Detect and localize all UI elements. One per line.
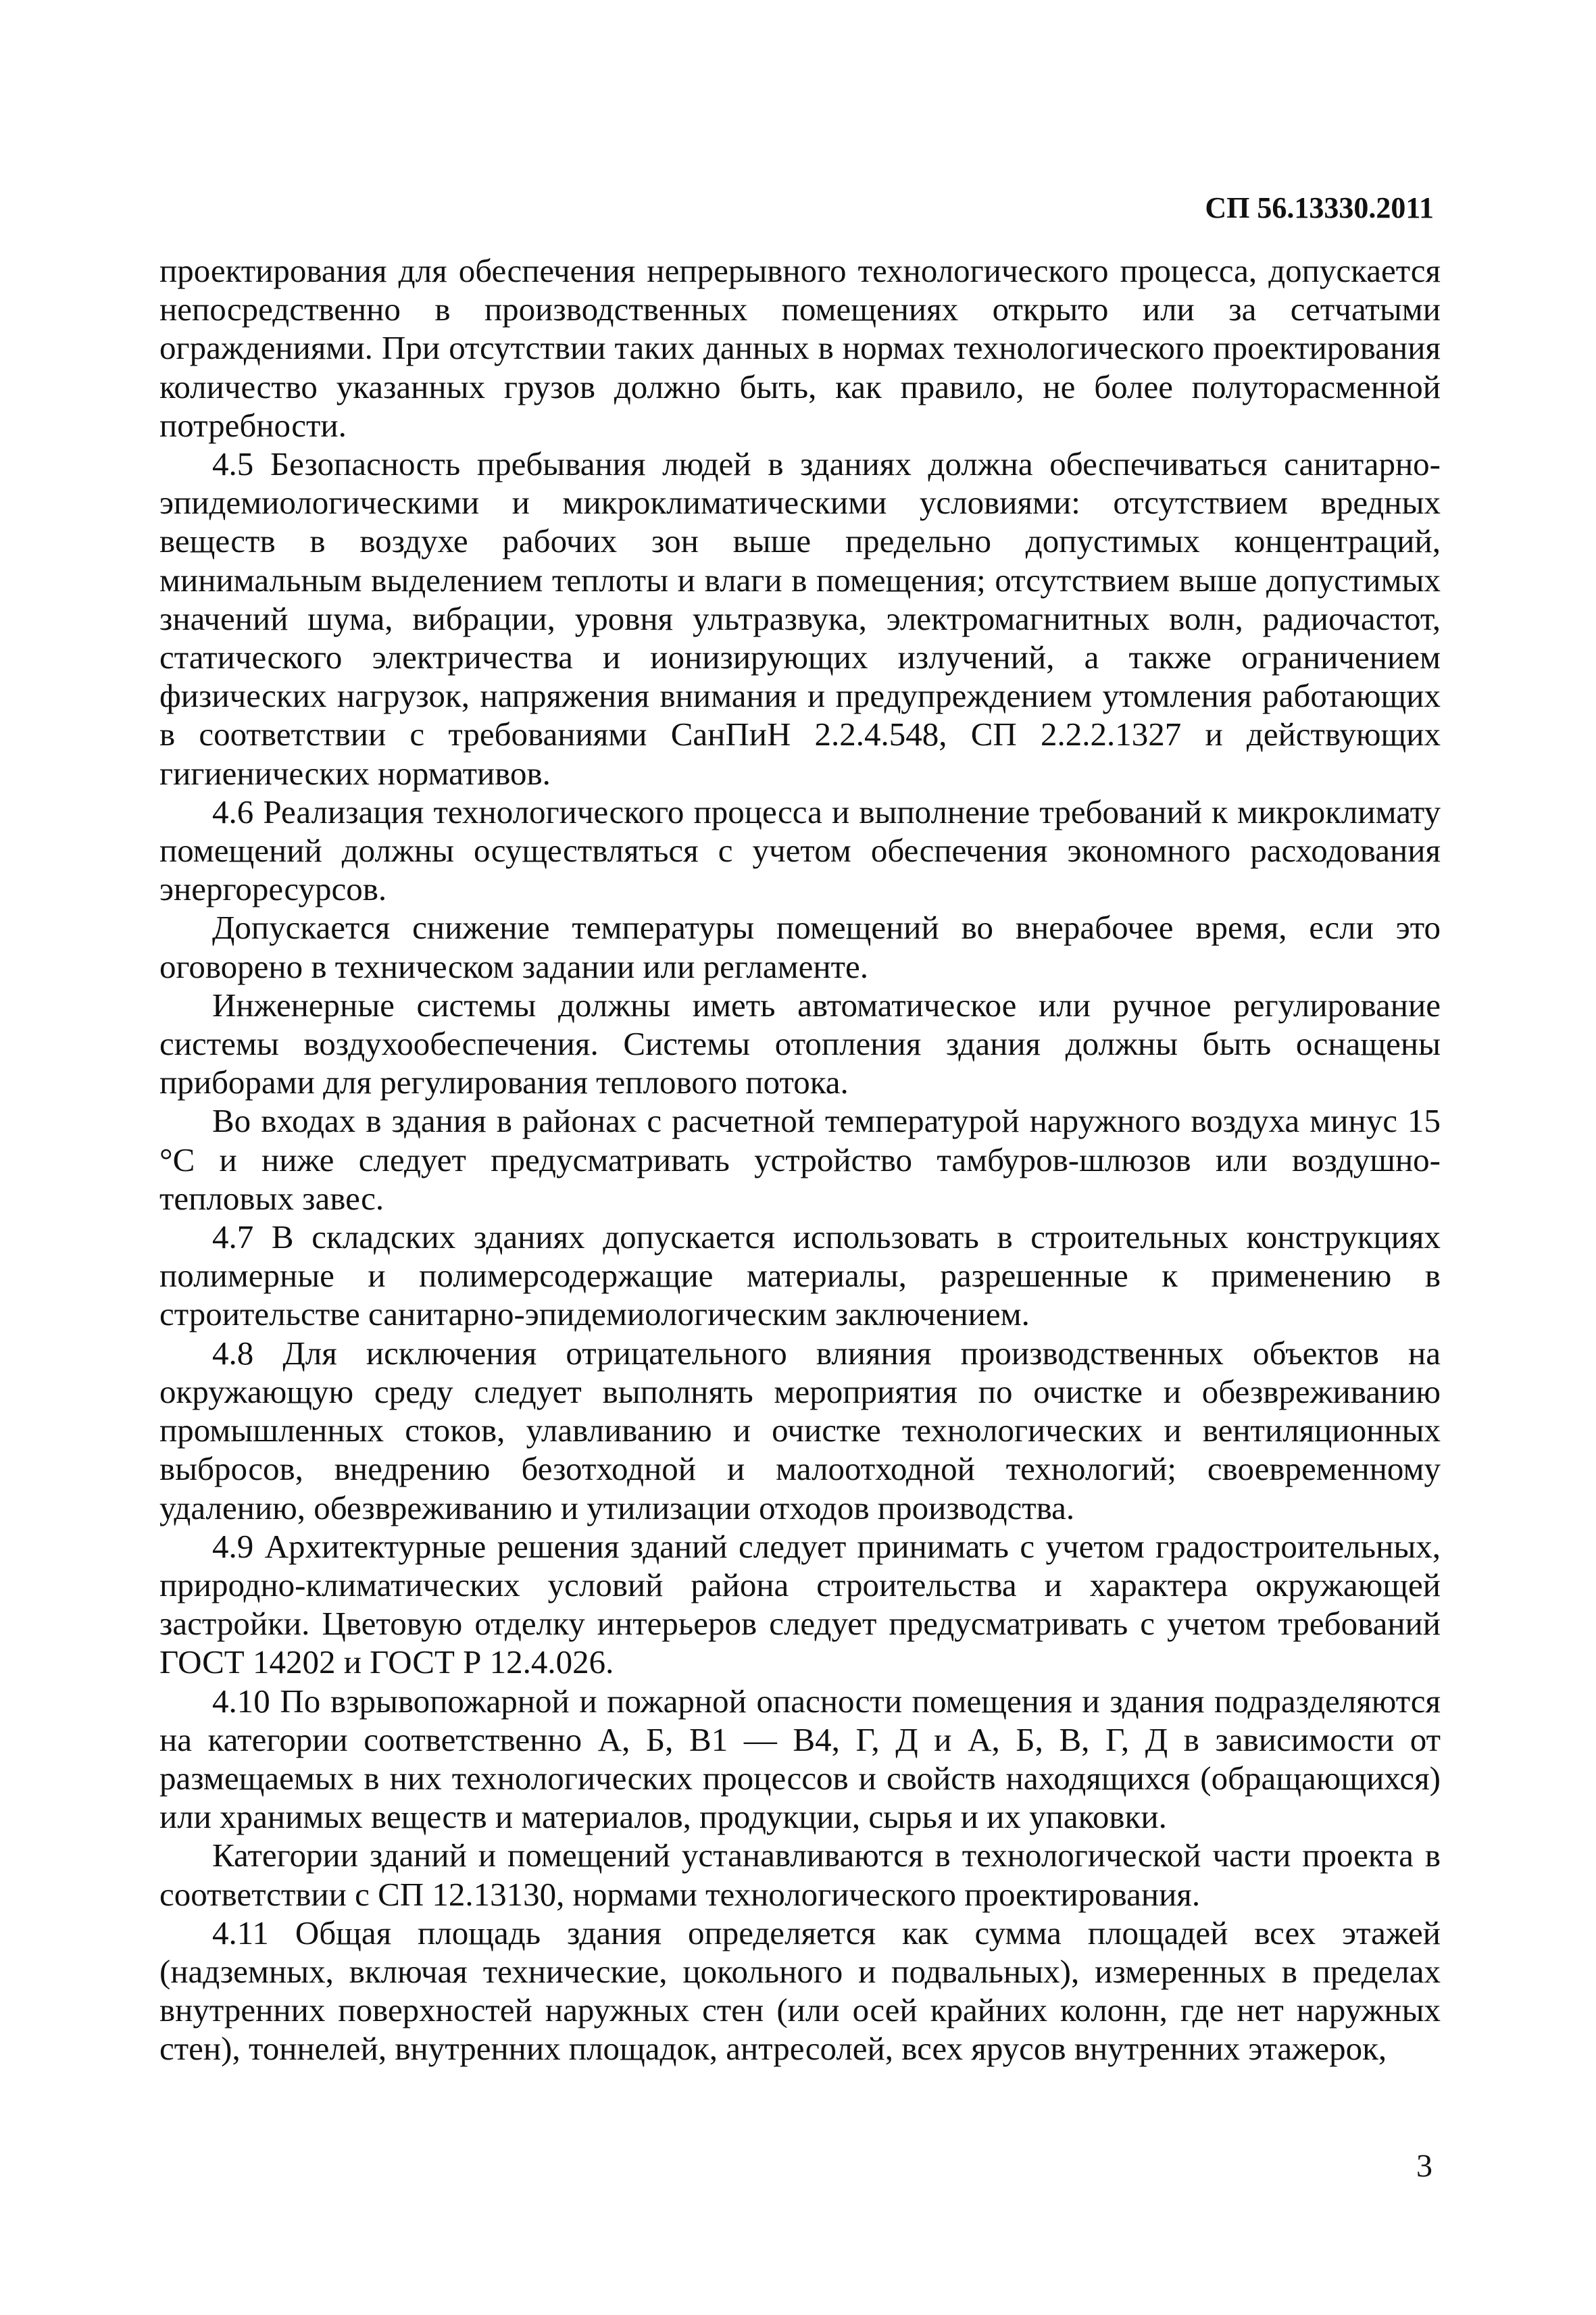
paragraph-4-11: 4.11 Общая площадь здания определяется как сумма площадей всех этажей (надземных, включая технические, цокольного и подвальных), измеренных в пределах внутренних поверхностей наружных стен (или осей крайних колонн, где нет наружных стен), тоннелей, внутренних площадок, антресолей, всех ярусов внутренних этажерок, xyxy=(159,1914,1441,2068)
paragraph-engineering-systems: Инженерные системы должны иметь автоматическое или ручное регулирование системы воздухообеспечения. Системы отопления здания должны быть оснащены приборами для регулирования теплового потока. xyxy=(159,986,1441,1101)
paragraph-4-5: 4.5 Безопасность пребывания людей в зданиях должна обеспечиваться санитарно-эпидемиологическими и микроклиматическими условиями: отсутствием вредных веществ в воздухе рабочих зон выше предельно допустимых концентраций, минимальным выделением теплоты и влаги в помещения; отсутствием выше допустимых значений шума, вибрации, уровня ультразвука, электромагнитных волн, радиочастот, статического электричества и ионизирующих излучений, а также ограничением физических нагрузок, напряжения внимания и предупреждением утомления работающих в соответствии с требованиями СанПиН 2.2.4.548, СП 2.2.2.1327 и действующих гигиенических нормативов. xyxy=(159,445,1441,792)
document-code: СП 56.13330.2011 xyxy=(1205,191,1434,224)
paragraph-entrances: Во входах в здания в районах с расчетной температурой наружного воздуха минус 15 °С и ниже следует предусматривать устройство тамбуров-шлюзов или воздушно-тепловых завес. xyxy=(159,1102,1441,1217)
page-number: 3 xyxy=(1416,2148,1432,2184)
paragraph-4-9: 4.9 Архитектурные решения зданий следует принимать с учетом градостроительных, природно-климатических условий района строительства и характера окружающей застройки. Цветовую отделку интерьеров следует предусматривать с учетом требований ГОСТ 14202 и ГОСТ Р 12.4.026. xyxy=(159,1527,1441,1681)
paragraph-4-6: 4.6 Реализация технологического процесса и выполнение требований к микроклимату помещений должны осуществляться с учетом обеспечения экономного расходования энергоресурсов. xyxy=(159,793,1441,908)
paragraph-continuation: проектирования для обеспечения непрерывного технологического процесса, допускается непосредственно в производственных помещениях открыто или за сетчатыми ограждениями. При отсутствии таких данных в нормах технологического проектирования количество указанных грузов должно быть, как правило, не более полуторасменной потребности. xyxy=(159,252,1441,444)
document-body xyxy=(159,251,1441,2068)
paragraph-temperature-reduction: Допускается снижение температуры помещений во внерабочее время, если это оговорено в техническом задании или регламенте. xyxy=(159,909,1441,985)
paragraph-4-10: 4.10 По взрывопожарной и пожарной опасности помещения и здания подразделяются на категории соответственно А, Б, В1 — В4, Г, Д и А, Б, В, Г, Д в зависимости от размещаемых в них технологических процессов и свойств находящихся (обращающихся) или хранимых веществ и материалов, продукции, сырья и их упаковки. xyxy=(159,1682,1441,1836)
paragraph-4-8: 4.8 Для исключения отрицательного влияния производственных объектов на окружающую среду следует выполнять мероприятия по очистке и обезвреживанию промышленных стоков, улавливанию и очистке технологических и вентиляционных выбросов, внедрению безотходной и малоотходной технологий; своевременному удалению, обезвреживанию и утилизации отходов производства. xyxy=(159,1334,1441,1526)
paragraph-4-7: 4.7 В складских зданиях допускается использовать в строительных конструкциях полимерные и полимерсодержащие материалы, разрешенные к применению в строительстве санитарно-эпидемиологическим заключением. xyxy=(159,1218,1441,1333)
paragraph-categories: Категории зданий и помещений устанавливаются в технологической части проекта в соответствии с СП 12.13130, нормами технологического проектирования. xyxy=(159,1837,1441,1913)
